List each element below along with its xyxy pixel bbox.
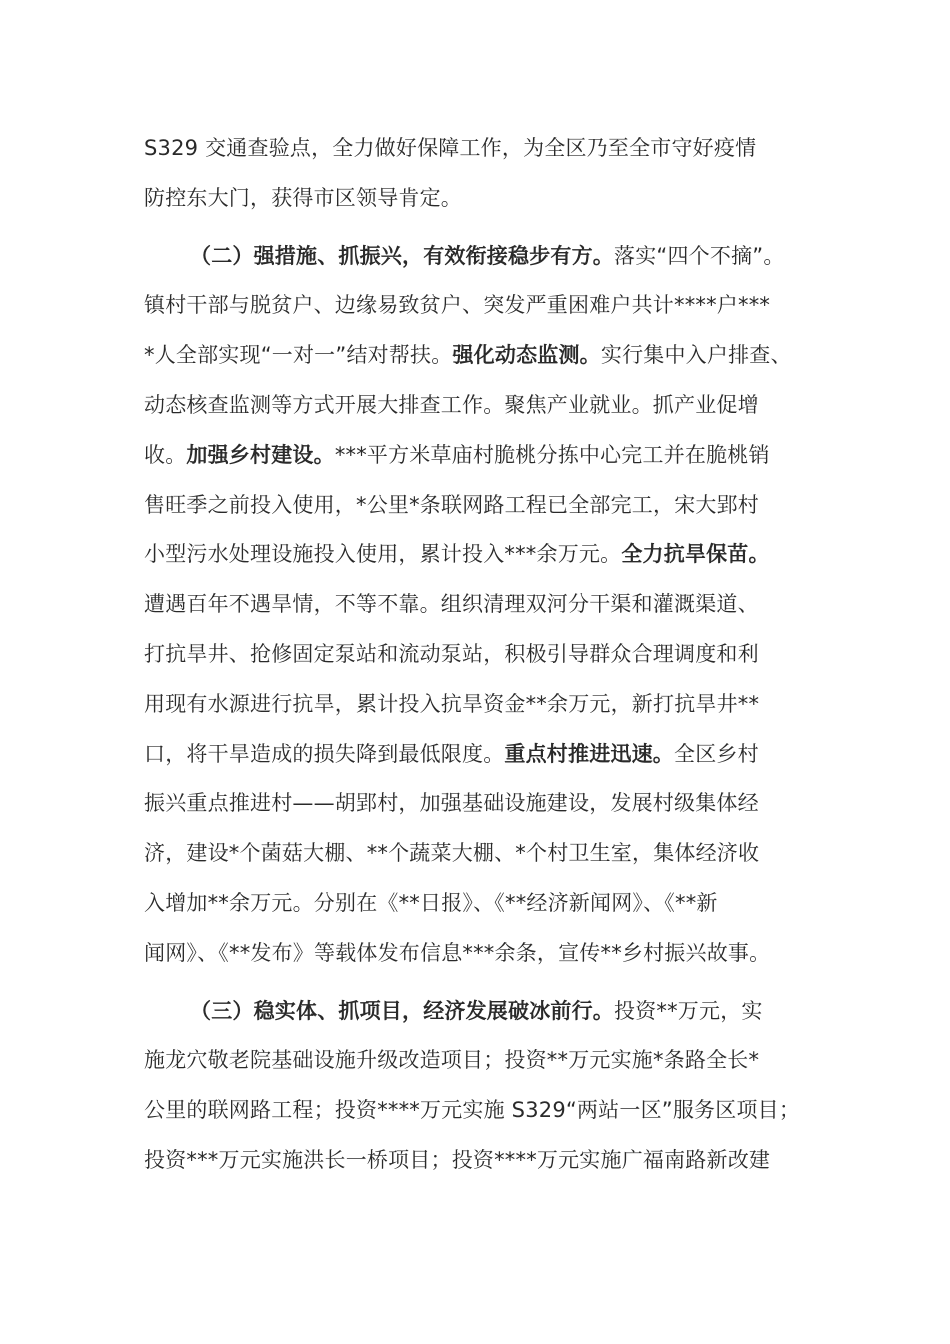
text-run: ***平方米草庙村脆桃分拣中心完工并在脆桃销	[334, 442, 770, 467]
text-line	[144, 481, 834, 531]
text-line	[144, 829, 834, 879]
text-line	[144, 987, 834, 1037]
text-run: 遭遇百年不遇旱情，不等不靠。组织清理双河分干渠和灌溉渠道、	[144, 592, 759, 617]
text-line	[144, 1036, 834, 1086]
text-line	[144, 331, 834, 381]
text-run: 口，将干旱造成的损失降到最低限度。	[144, 741, 505, 766]
text-run: 售旺季之前投入使用，*公里*条联网路工程已全部完工，宋大郢村	[144, 492, 759, 517]
text-line	[144, 124, 834, 174]
text-run: 防控东大门，获得市区领导肯定。	[144, 185, 462, 210]
bold-heading-run: 重点村推进迅速。	[504, 741, 675, 766]
text-run: 公里的联网路工程；投资****万元实施 S329“两站一区”服务区项目；	[144, 1098, 801, 1123]
text-run: 动态核查监测等方式开展大排查工作。聚焦产业就业。抓产业促增	[144, 392, 759, 417]
text-run: 用现有水源进行抗旱，累计投入抗旱资金**余万元，新打抗旱井**	[144, 691, 760, 716]
text-line	[144, 730, 834, 780]
text-line	[144, 174, 834, 224]
text-line	[144, 381, 834, 431]
bold-heading-run: 加强乡村建设。	[186, 442, 335, 467]
text-line	[144, 680, 834, 730]
text-run: 镇村干部与脱贫户、边缘易致贫户、突发严重困难户共计****户***	[144, 293, 771, 318]
text-line	[144, 1086, 834, 1136]
bold-heading-run: 强化动态监测。	[452, 343, 601, 368]
bold-heading-run: （三）稳实体、抓项目，经济发展破冰前行。	[190, 998, 614, 1023]
text-run: 施龙穴敬老院基础设施升级改造项目；投资**万元实施*条路全长*	[144, 1048, 760, 1073]
text-line	[144, 580, 834, 630]
text-line	[144, 530, 834, 580]
text-line	[144, 779, 834, 829]
text-line	[144, 879, 834, 929]
text-run: 闻网》、《**发布》等载体发布信息***余条，宣传**乡村振兴故事。	[144, 940, 771, 965]
text-run: 打抗旱井、抢修固定泵站和流动泵站，积极引导群众合理调度和利	[144, 641, 759, 666]
text-run: 实行集中入户排查、	[600, 343, 792, 368]
text-line	[144, 281, 834, 331]
text-run: 投资***万元实施洪长一桥项目；投资****万元实施广福南路新改建	[144, 1147, 771, 1172]
text-run: 落实“四个不摘”。	[614, 243, 785, 268]
text-line	[144, 1136, 834, 1186]
text-run: 振兴重点推进村——胡郢村，加强基础设施建设，发展村级集体经	[144, 791, 759, 816]
text-run: 全区乡村	[674, 741, 759, 766]
text-run: 济，建设*个菌菇大棚、**个蔬菜大棚、*个村卫生室，集体经济收	[144, 841, 760, 866]
text-run: *人全部实现“一对一”结对帮扶。	[144, 343, 453, 368]
document-body	[144, 124, 834, 1186]
paragraph-3	[144, 987, 834, 1186]
text-run: S329 交通查验点，全力做好保障工作，为全区乃至全市守好疫情	[144, 136, 757, 160]
text-line	[144, 431, 834, 481]
bold-heading-run: 全力抗旱保苗。	[621, 542, 770, 567]
text-run: 收。	[144, 442, 187, 467]
paragraph-1	[144, 124, 834, 224]
bold-heading-run: （二）强措施、抓振兴，有效衔接稳步有方。	[190, 243, 614, 268]
text-line	[144, 630, 834, 680]
text-line	[144, 232, 834, 282]
paragraph-2	[144, 232, 834, 979]
text-line	[144, 929, 834, 979]
text-run: 小型污水处理设施投入使用，累计投入***余万元。	[144, 542, 622, 567]
text-run: 投资**万元，实	[614, 998, 763, 1023]
text-run: 入增加**余万元。分别在《**日报》、《**经济新闻网》、《**新	[144, 890, 718, 915]
